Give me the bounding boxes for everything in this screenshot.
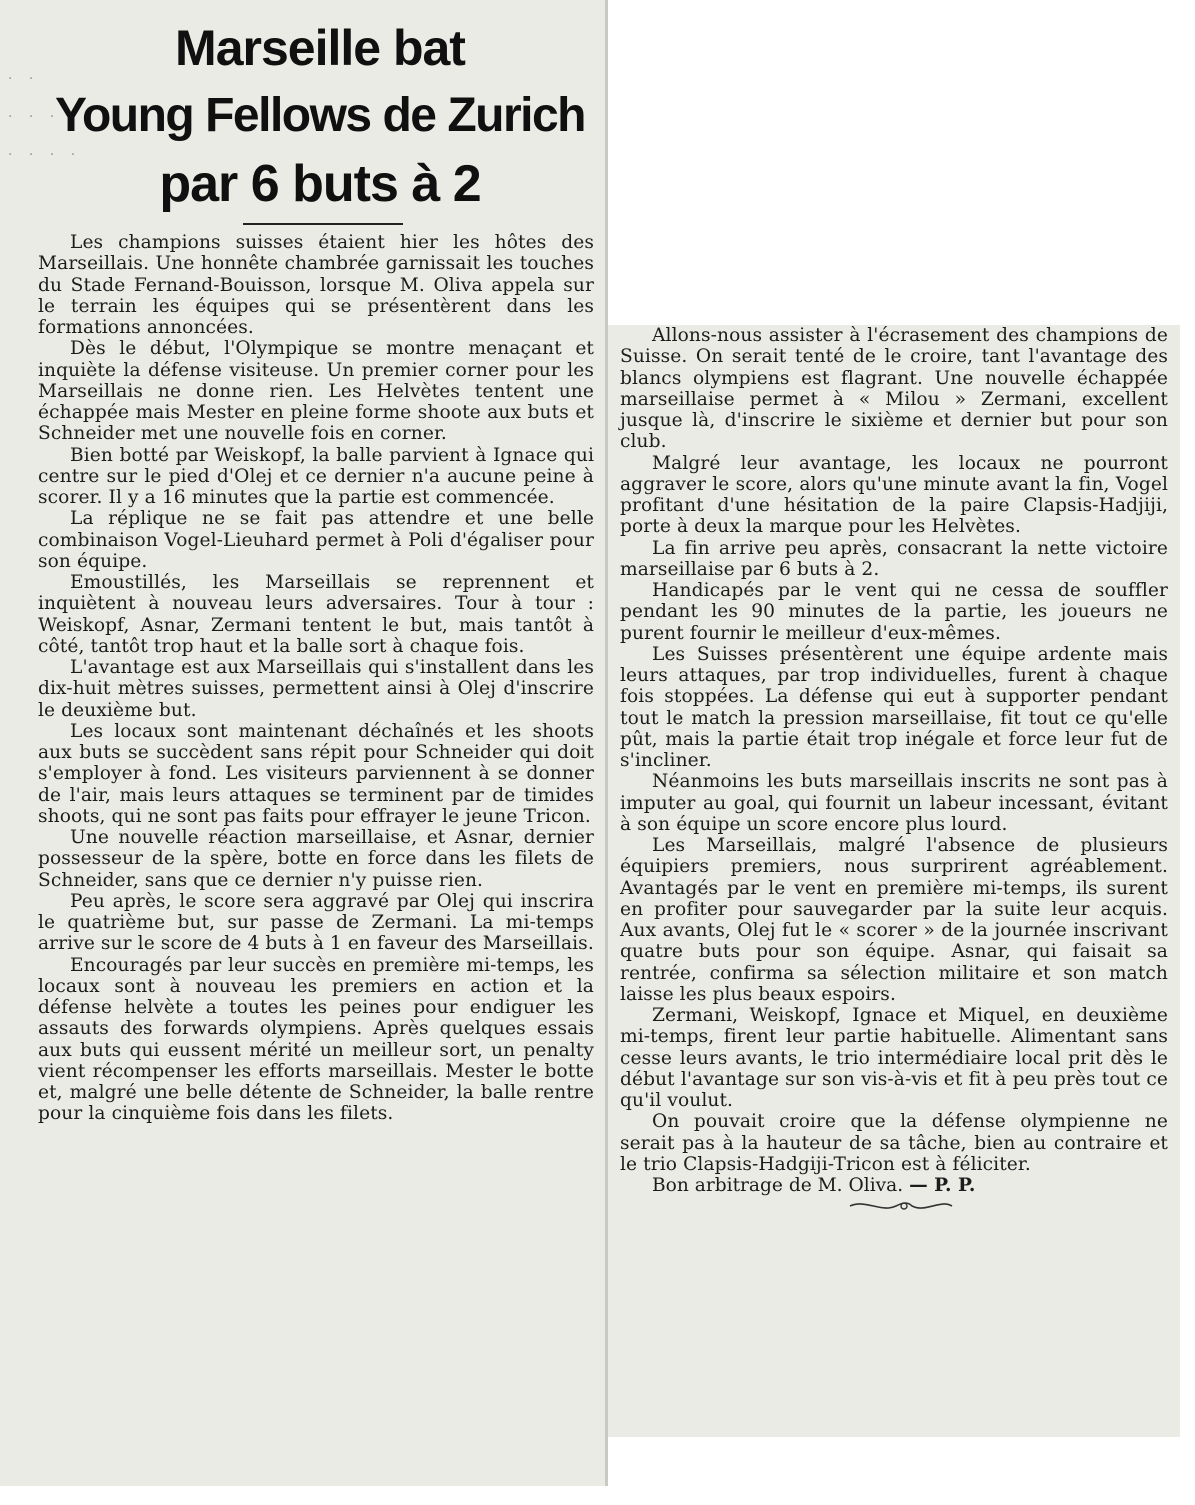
paragraph: La fin arrive peu après, consacrant la nette victoire marseillaise par 6 buts à 2. [620,537,1168,580]
paragraph: La réplique ne se fait pas attendre et une belle combinaison Vogel-Lieuhard permet à Poli d'égaliser pour son équipe. [38,508,594,572]
headline-rule [243,223,403,225]
right-clipping [608,325,1180,1437]
paragraph: Bien botté par Weiskopf, la balle parvient à Ignace qui centre sur le pied d'Olej et ce dernier n'a aucune peine à scorer. Il y a 16 minutes que la partie est commencée. [38,444,594,508]
headline-line-3: par 6 buts à 2 [159,155,481,213]
signature: — P. P. [909,1175,976,1196]
paragraph: L'avantage est aux Marseillais qui s'installent dans les dix-huit mètres suisses, permettent ainsi à Olej d'inscrire le deuxième but. [38,657,594,721]
left-column [38,232,594,1125]
paragraph: On pouvait croire que la défense olympienne ne serait pas à la hauteur de sa tâche, bien au contraire et le trio Clapsis-Hadgiji-Tricon est à féliciter. [620,1111,1168,1175]
paragraph: Les Marseillais, malgré l'absence de plusieurs équipiers premiers, nous surprirent agréablement. Avantagés par le vent en première mi-temps, ils surent en profiter pour sauvegarder par la suite leur acquis. Aux avants, Olej fut le « scorer » de la journée inscrivant quatre buts pour son équipe. Asnar, qui faisait sa rentrée, confirma sa sélection militaire et son match laisse les plus beaux espoirs. [620,835,1168,1005]
paragraph: Emoustillés, les Marseillais se reprennent et inquiètent à nouveau leurs adversaires. Tour à tour : Weiskopf, Asnar, Zermani tentent le but, mais tantôt à côté, tantôt trop haut et la balle sort à chaque fois. [38,572,594,657]
closing-text: Bon arbitrage de M. Oliva. [652,1175,904,1196]
paragraph: Handicapés par le vent qui ne cessa de souffler pendant les 90 minutes de la partie, les joueurs ne purent fournir le meilleur d'eux-mêmes. [620,580,1168,644]
headline-line-1: Marseille bat [175,20,465,76]
paragraph: Néanmoins les buts marseillais inscrits ne sont pas à imputer au goal, qui fournit un labeur incessant, évitant à son équipe un score encore plus lourd. [620,771,1168,835]
paragraph: Encouragés par leur succès en première mi-temps, les locaux sont à nouveau les premiers en action et la défense helvète a toutes les peines pour endiguer les assauts des forwards olympiens. Après quelques essais aux buts qui eussent mérité un meilleur sort, un penalty vient récompenser les efforts marseillais. Mester le botte et, malgré une belle détente de Schneider, la balle rentre pour la cinquième fois dans les filets. [38,954,594,1125]
flourish-ornament-icon [846,1198,956,1214]
paragraph: Malgré leur avantage, les locaux ne pourront aggraver le score, alors qu'une minute avant la fin, Vogel profitant d'une hésitation de la paire Clapsis-Hadjiji, porte à deux la marque pour les Helvètes. [620,452,1168,538]
paragraph: Une nouvelle réaction marseillaise, et Asnar, dernier possesseur de la spère, botte en force dans les filets de Schneider, sans que ce dernier n'y puisse rien. [38,827,594,891]
paragraph: Les Suisses présentèrent une équipe ardente mais leurs attaques, par trop individuelles, furent à chaque fois stoppées. La défense qui eut à supporter pendant tout le match la pression marseillaise, fit tout ce qu'elle pût, mais la partie était trop inégale et force leur fut de s'incliner. [620,643,1168,771]
closing-line [620,1175,1168,1196]
paragraph: Les champions suisses étaient hier les hôtes des Marseillais. Une honnête chambrée garnissait les touches du Stade Fernand-Bouisson, lorsque M. Oliva appela sur le terrain les équipes qui se présentèrent dans les formations annoncées. [38,232,594,338]
paragraph: Les locaux sont maintenant déchaînés et les shoots aux buts se succèdent sans répit pour Schneider qui doit s'employer à fond. Les visiteurs parviennent à se donner de l'air, mais leurs attaques se terminent par de timides shoots, qui ne sont pas faits pour effrayer le jeune Tricon. [38,720,594,827]
paragraph: Zermani, Weiskopf, Ignace et Miquel, en deuxième mi-temps, firent leur partie habituelle. Alimentant sans cesse leurs avants, le trio intermédiaire local prit dès le début l'avantage sur son vis-à-vis et fit à peu près tout ce qu'il voulut. [620,1005,1168,1111]
paragraph: Dès le début, l'Olympique se montre menaçant et inquiète la défense visiteuse. Un premier corner pour les Marseillais ne donne rien. Les Helvètes tentent une échappée mais Mester en pleine forme shoote aux buts et Schneider met une nouvelle fois en corner. [38,338,594,445]
headline-line-2: Young Fellows de Zurich [55,89,585,142]
headline [40,14,600,218]
paragraph: Peu après, le score sera aggravé par Olej qui inscrira le quatrième but, sur passe de Zermani. La mi-temps arrive sur le score de 4 buts à 1 en faveur des Marseillais. [38,890,594,955]
paragraph: Allons-nous assister à l'écrasement des champions de Suisse. On serait tenté de le croire, tant l'avantage des blancs olympiens est flagrant. Une nouvelle échappée marseillaise permet à « Milou » Zermani, excellent jusque là, d'inscrire le sixième et dernier but pour son club. [620,325,1168,453]
right-column [620,325,1168,1214]
print-noise: · · · · · · · · · [8,71,82,163]
